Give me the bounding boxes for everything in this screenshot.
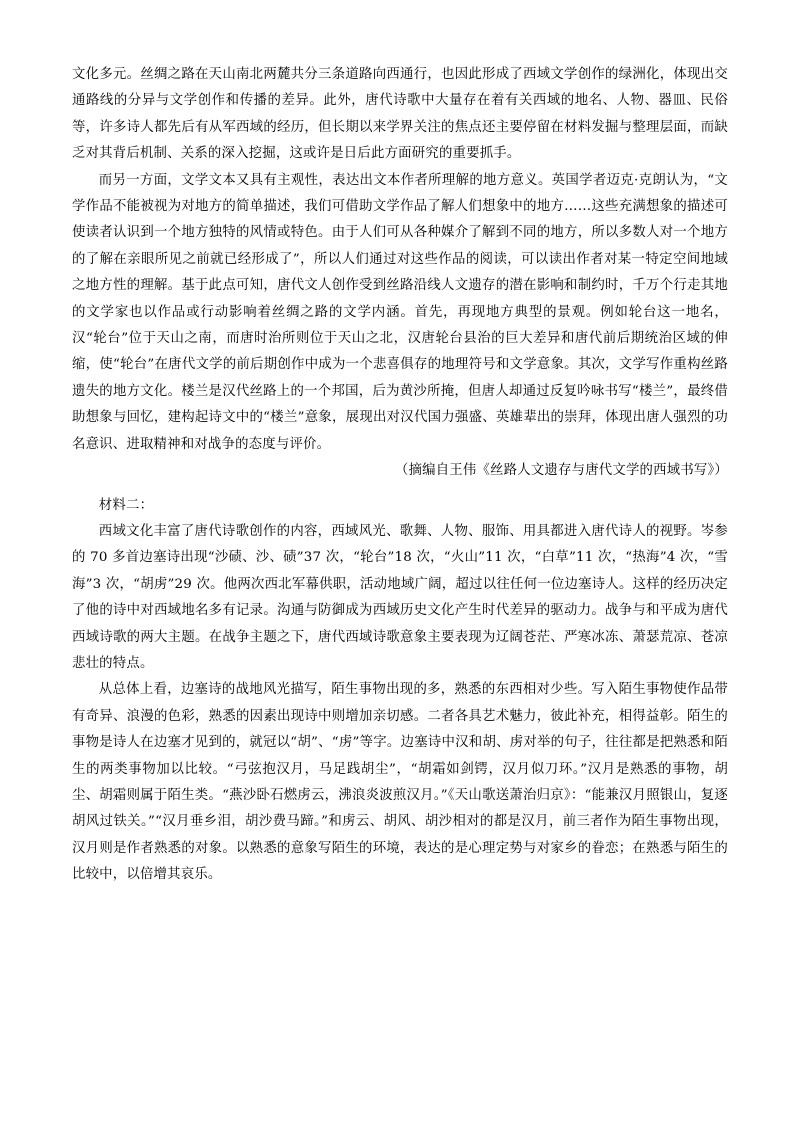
document-page	[72, 62, 728, 889]
material-two-paragraph-1: 西域文化丰富了唐代诗歌创作的内容，西域风光、歌舞、人物、服饰、用具都进入唐代诗人的视野。岑参的 70 多首边塞诗出现“沙碛、沙、碛”37 次，“轮台”18 次，“火山”11 次，“白草”11 次，“热海”4 次，“雪海”3 次，“胡虏”29 次。他两次西北军幕供职，活动地域广阔，超过以往任何一位边塞诗人。这样的经历决定了他的诗中对西域地名多有记录。沟通与防御成为西域历史文化产生时代差异的驱动力。战争与和平成为唐代西域诗歌的两大主题。在战争主题之下，唐代西域诗歌意象主要表现为辽阔苍茫、严寒冰冻、萧瑟荒凉、苍凉悲壮的特点。	[72, 523, 728, 671]
source-citation: （摘编自王伟《丝路人文遗存与唐代文学的西域书写》）	[394, 463, 728, 479]
paragraph-local-meaning: 而另一方面，文学文本又具有主观性，表达出文本作者所理解的地方意义。英国学者迈克·克朗认为，“文学作品不能被视为对地方的简单描述，我们可借助文学作品了解人们想象中的地方……这些充满想象的描述可使读者认识到一个地方独特的风情或特色。由于人们可从各种媒介了解到不同的地方，所以多数人对一个地方的了解在亲眼所见之前就已经形成了”，所以人们通过对这些作品的阅读，可以读出作者对某一特定空间地域之地方性的理解。基于此点可知，唐代文人创作受到丝路沿线人文遗存的潜在影响和制约时，千万个行走其地的文学家也以作品或行动影响着丝绸之路的文学内涵。首先，再现地方典型的景观。例如轮台这一地名，汉“轮台”位于天山之南，而唐时治所则位于天山之北，汉唐轮台县治的巨大差异和唐代前后期统治区域的伸缩，使“轮台”在唐代文学的前后期创作中成为一个悲喜俱存的地理符号和文学意象。其次，文学写作重构丝路遗失的地方文化。楼兰是汉代丝路上的一个邦国，后为黄沙所掩，但唐人却通过反复吟咏书写“楼兰”，最终借助想象与回忆，建构起诗文中的“楼兰”意象，展现出对汉代国力强盛、英雄辈出的崇拜，体现出唐人强烈的功名意识、进取精神和对战争的态度与评价。	[72, 172, 728, 452]
material-two-paragraph-2: 从总体上看，边塞诗的战地风光描写，陌生事物出现的多，熟悉的东西相对少些。写入陌生事物使作品带有奇异、浪漫的色彩，熟悉的因素出现诗中则增加亲切感。二者各具艺术魅力，彼此补充，相得益彰。陌生的事物是诗人在边塞才见到的，就冠以“胡”、“虏”等字。边塞诗中汉和胡、虏对举的句子，往往都是把熟悉和陌生的两类事物加以比较。“弓弦抱汉月，马足践胡尘”，“胡霜如剑锷，汉月似刀环。”汉月是熟悉的事物，胡尘、胡霜则属于陌生类。“燕沙卧石燃虏云，沸浪炎波煎汉月。”《天山歌送萧治归京》：“能兼汉月照银山，复逐胡风过铁关。”“汉月垂乡泪，胡沙费马蹄。”和虏云、胡风、胡沙相对的都是汉月，前三者作为陌生事物出现，汉月则是作者熟悉的对象。以熟悉的意象写陌生的环境，表达的是心理定势与对家乡的眷恋；在熟悉与陌生的比较中，以倍增其哀乐。	[72, 682, 728, 883]
material-two-heading: 材料二：	[98, 497, 154, 513]
paragraph-continuation: 文化多元。丝绸之路在天山南北两麓共分三条道路向西通行，也因此形成了西域文学创作的绿洲化，体现出交通路线的分异与文学创作和传播的差异。此外，唐代诗歌中大量存在着有关西域的地名、人物、器皿、民俗等，许多诗人都先后有从军西域的经历，但长期以来学界关注的焦点还主要停留在材料发掘与整理层面，而缺乏对其背后机制、关系的深入挖掘，这或许是日后此方面研究的重要抓手。	[72, 67, 728, 162]
